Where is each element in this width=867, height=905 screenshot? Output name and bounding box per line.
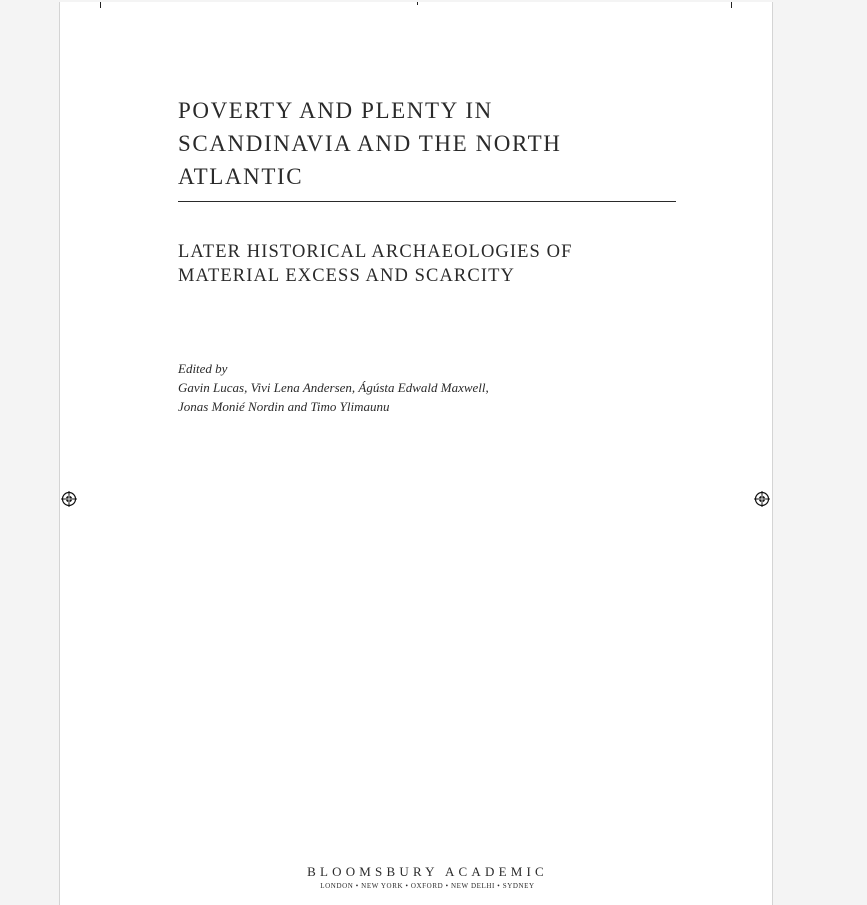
title-line: SCANDINAVIA AND THE NORTH — [178, 131, 562, 156]
subtitle-line: LATER HISTORICAL ARCHAEOLOGIES OF — [178, 242, 573, 262]
publisher-imprint — [306, 863, 549, 891]
crop-mark-top-left-vertical — [100, 2, 101, 8]
publisher-cities: LONDON • NEW YORK • OXFORD • NEW DELHI • SYDNEY — [320, 882, 535, 890]
subtitle-line: MATERIAL EXCESS AND SCARCITY — [178, 266, 515, 286]
title-line: POVERTY AND PLENTY IN — [178, 98, 493, 123]
registration-mark-icon — [754, 491, 770, 507]
document-page — [59, 2, 773, 905]
book-title — [178, 94, 678, 193]
crop-mark-top-right-vertical — [731, 2, 732, 8]
editors-block — [178, 359, 678, 416]
editor-names-line: Jonas Monié Nordin and Timo Ylimaunu — [178, 399, 390, 414]
crop-mark-top-center — [417, 2, 418, 5]
edited-by-label: Edited by — [178, 361, 228, 376]
book-subtitle — [178, 240, 678, 288]
title-line: ATLANTIC — [178, 164, 304, 189]
registration-mark-icon — [61, 491, 77, 507]
title-rule — [178, 201, 676, 202]
editor-names-line: Gavin Lucas, Vivi Lena Andersen, Ágústa Edwald Maxwell, — [178, 380, 489, 395]
publisher-name: BLOOMSBURY ACADEMIC — [307, 864, 548, 879]
